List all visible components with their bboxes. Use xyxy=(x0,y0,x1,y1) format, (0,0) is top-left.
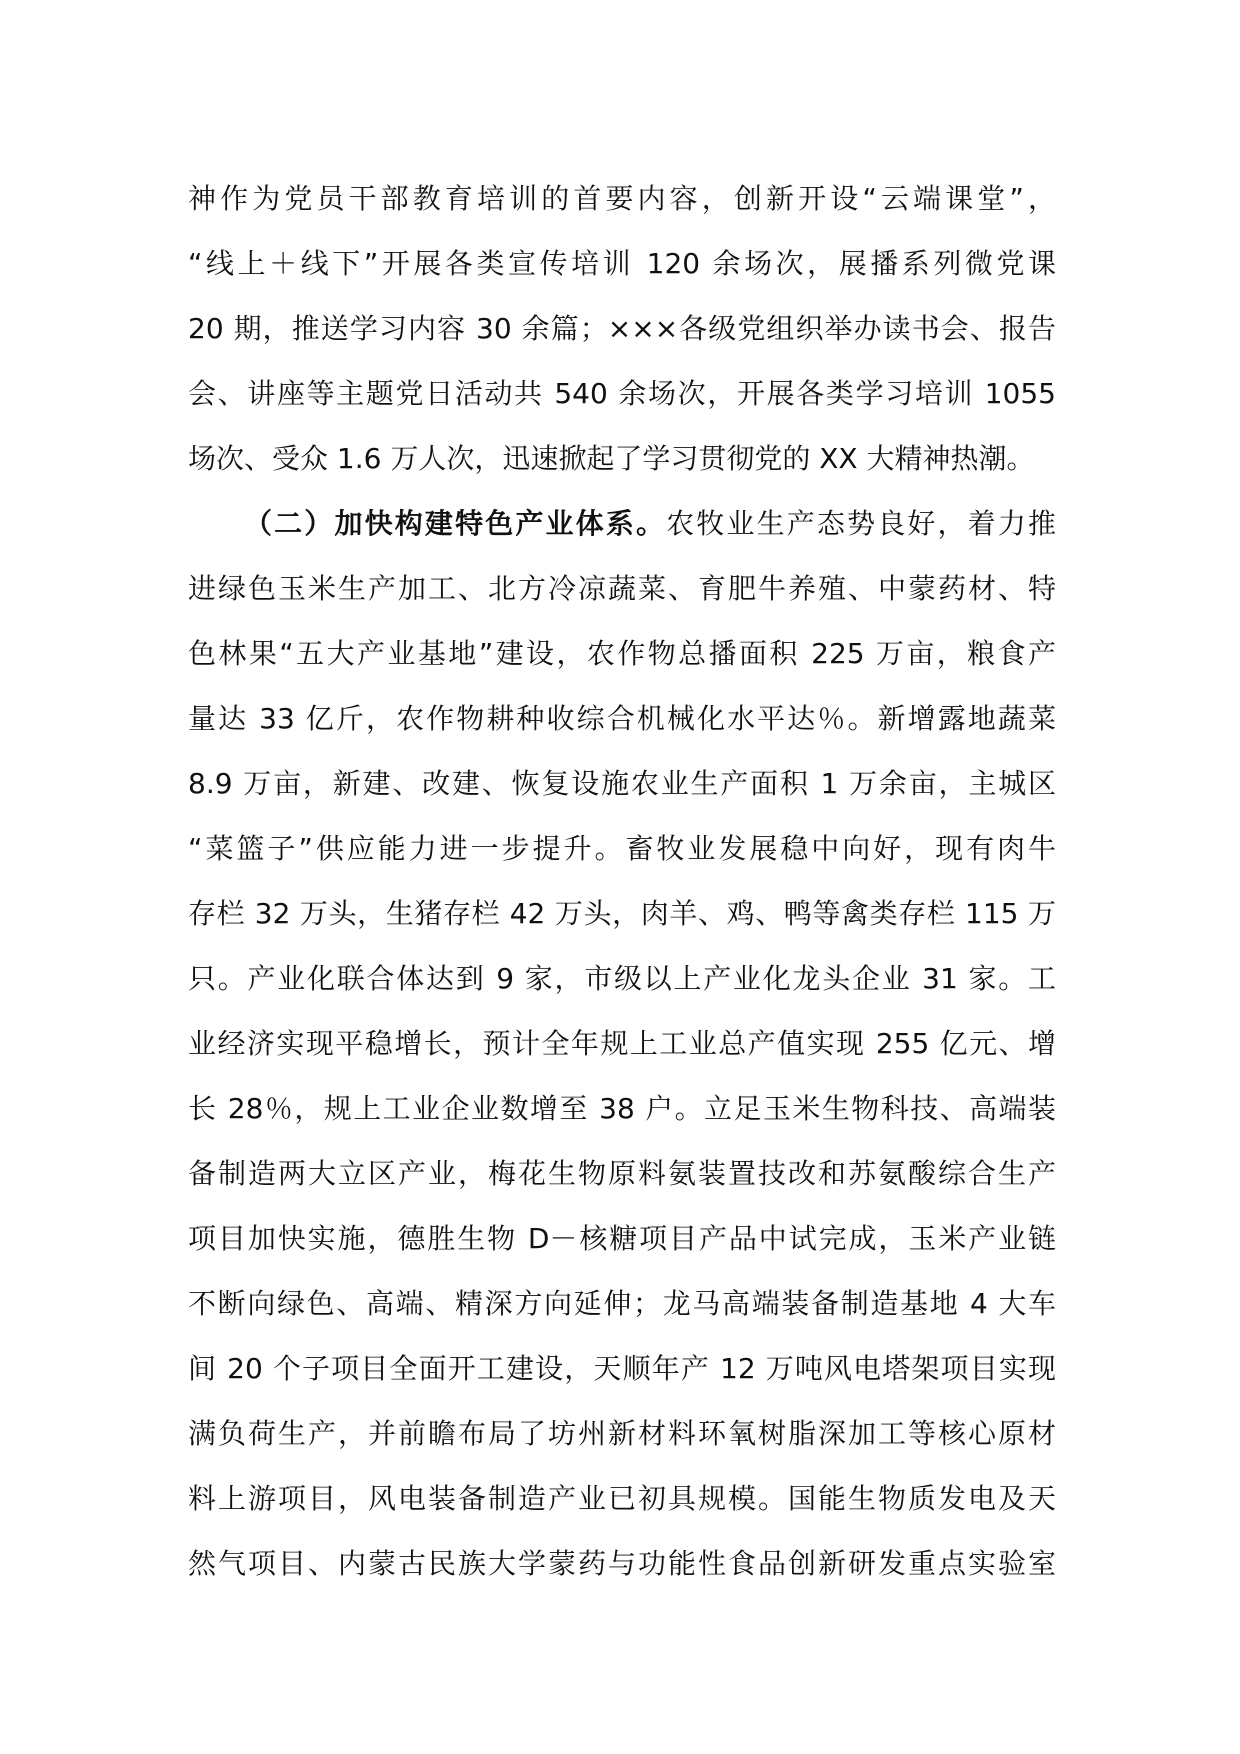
paragraph-line: 料上游项目，风电装备制造产业已初具规模。国能生物质发电及天 xyxy=(188,1482,1056,1515)
paragraph-2 xyxy=(188,491,1056,1596)
paragraph-line: 不断向绿色、高端、精深方向延伸；龙马高端装备制造基地 4 大车 xyxy=(188,1287,1056,1320)
paragraph-line: 长 28％，规上工业企业数增至 38 户。立足玉米生物科技、高端装 xyxy=(188,1092,1056,1125)
paragraph-line: 然气项目、内蒙古民族大学蒙药与功能性食品创新研发重点实验室 xyxy=(188,1547,1056,1580)
paragraph-1 xyxy=(188,166,1056,491)
paragraph-line: 备制造两大立区产业，梅花生物原料氨装置技改和苏氨酸综合生产 xyxy=(188,1157,1056,1190)
paragraph-line: 量达 33 亿斤，农作物耕种收综合机械化水平达％。新增露地蔬菜 xyxy=(188,702,1056,735)
paragraph-line: 场次、受众 1.6 万人次，迅速掀起了学习贯彻党的 XX 大精神热潮。 xyxy=(188,442,1035,475)
paragraph-line: 项目加快实施，德胜生物 D－核糖项目产品中试完成，玉米产业链 xyxy=(188,1222,1056,1255)
paragraph-line: 间 20 个子项目全面开工建设，天顺年产 12 万吨风电塔架项目实现 xyxy=(188,1352,1056,1385)
document-body xyxy=(188,166,1056,1596)
paragraph-line: 存栏 32 万头，生猪存栏 42 万头，肉羊、鸡、鸭等禽类存栏 115 万 xyxy=(188,897,1056,930)
paragraph-first-line xyxy=(188,491,1056,556)
paragraph-line-rest: 农牧业生产态势良好，着力推 xyxy=(666,507,1056,540)
section-heading: （二）加快构建特色产业体系。 xyxy=(244,507,667,540)
paragraph-line: 神作为党员干部教育培训的首要内容，创新开设“云端课堂”， xyxy=(188,182,1056,215)
paragraph-line: 满负荷生产，并前瞻布局了坊州新材料环氧树脂深加工等核心原材 xyxy=(188,1417,1056,1450)
paragraph-line: 8.9 万亩，新建、改建、恢复设施农业生产面积 1 万余亩，主城区 xyxy=(188,767,1056,800)
paragraph-line: 色林果“五大产业基地”建设，农作物总播面积 225 万亩，粮食产 xyxy=(188,637,1056,670)
paragraph-line: 业经济实现平稳增长，预计全年规上工业总产值实现 255 亿元、增 xyxy=(188,1027,1056,1060)
paragraph-line: “线上＋线下”开展各类宣传培训 120 余场次，展播系列微党课 xyxy=(188,247,1056,280)
paragraph-line: “菜篮子”供应能力进一步提升。畜牧业发展稳中向好，现有肉牛 xyxy=(188,832,1056,865)
paragraph-line: 进绿色玉米生产加工、北方冷凉蔬菜、育肥牛养殖、中蒙药材、特 xyxy=(188,572,1056,605)
paragraph-line: 20 期，推送学习内容 30 余篇；×××各级党组织举办读书会、报告 xyxy=(188,312,1056,345)
paragraph-line: 只。产业化联合体达到 9 家，市级以上产业化龙头企业 31 家。工 xyxy=(188,962,1056,995)
paragraph-line: 会、讲座等主题党日活动共 540 余场次，开展各类学习培训 1055 xyxy=(188,377,1056,410)
